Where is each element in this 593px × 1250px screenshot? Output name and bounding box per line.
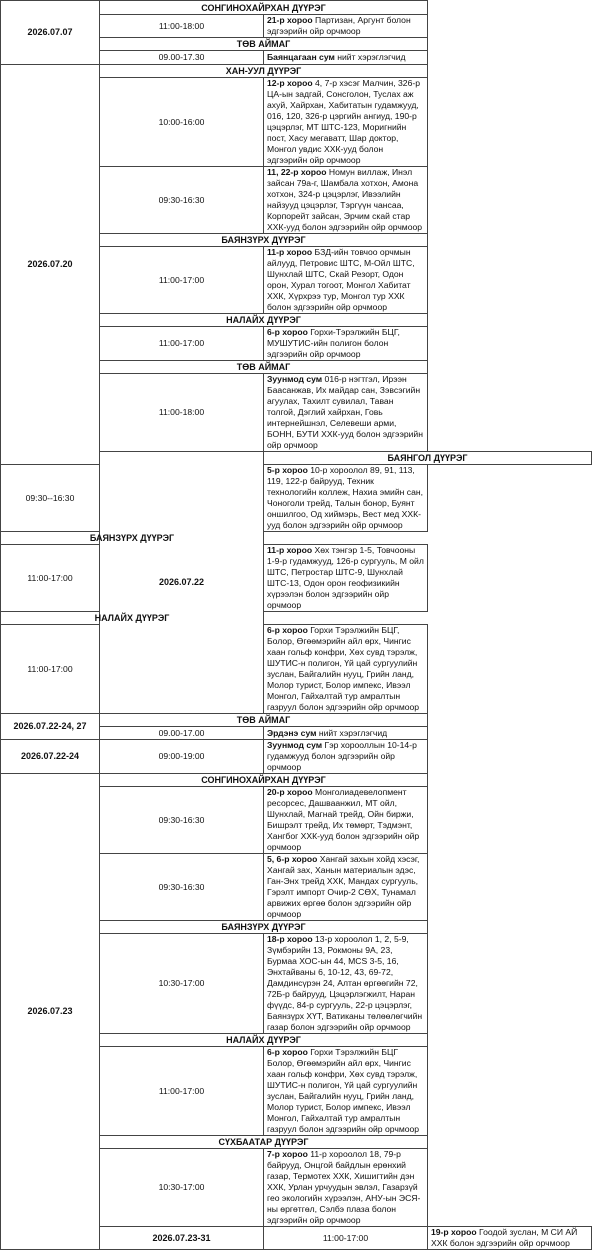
area-text: 11-р хороолол 18, 79-р байрууд, Онцгой байдлын ерөнхий газар, Термотех ХХК, Хишигтийн дэн ХХК, Урлан урчуудын эвлэл, Газарзүй гео экологийн хүрээлэн, АНУ-ын ЭСЯ-ны өргөтгөл, Сэлбэ плаза болон эдгээрийн ойр орчмоор: [267, 1149, 421, 1225]
date-cell: 2026.07.22-24, 27: [1, 714, 100, 740]
date-cell: 2026.07.22: [100, 452, 264, 714]
area-description: [264, 1047, 428, 1136]
time-cell: 10:30-17:00: [100, 934, 264, 1034]
khoroo-label: 12-р хороо: [267, 78, 313, 88]
area-text: БЗД-ийн товчоо орчмын айлууд, Петровис ШТС, М-Ойл ШТС, Шунхлай ШТС, Скай Резорт, Одон орон, Хурал тогоот, Монгол Хабитат ХХК, Хүрхрээ тур, Монгол тур ХХК болон эдгээрийн ойр орчмоор: [267, 247, 415, 312]
area-description: [264, 327, 428, 361]
date-cell: 2026.07.07: [1, 1, 100, 65]
district-header-row: [1, 774, 592, 787]
khoroo-label: Зуунмод сум: [267, 740, 323, 750]
area-text: 4, 7-р хэсэг Малчин, 326-р ЦА-ын задгай, Сонсголон, Туслах аж ахуй, Хайрхан, Хабитатын гудамжууд, 016, 120, 326-р цэргийн ангиуд, 190-р цэцэрлэг, МТ ШТС-123, Моригнийн пост, Хасу мегаватт, Шар доктор, Монгол увдис ХХК-ууд болон эдгээрийн ойр орчмоор: [267, 78, 420, 165]
district-header: СҮХБААТАР ДҮҮРЭГ: [100, 1136, 428, 1149]
khoroo-label: 6-р хороо: [267, 1047, 308, 1057]
time-cell: 10:30-17:00: [100, 1149, 264, 1227]
district-header-row: [1, 714, 592, 727]
area-text: 016-р нэгтгэл, Ирээн Баасанжав, Их майдар сан, Зэвсэгийн агуулах, Тахилт сувилал, Таван толгой, Дэглий хайрхан, Говь интернейшнэл, Селевеши арми, БОНН, БУТИ ХХК-ууд болон эдгээрийн ойр орчмоор: [267, 374, 423, 450]
time-cell: 09:30--16:30: [1, 465, 100, 532]
time-cell: 11:00-17:00: [100, 1047, 264, 1136]
time-cell: 11:00-17:00: [100, 327, 264, 361]
khoroo-label: Эрдэнэ сум: [267, 727, 317, 738]
time-cell: 11:00-17:00: [100, 247, 264, 314]
area-description: [264, 167, 428, 234]
khoroo-label: Зуунмод сум: [267, 374, 323, 384]
area-description: [264, 15, 428, 38]
khoroo-label: 21-р хороо: [267, 15, 313, 25]
time-cell: 09.00-17.30: [100, 51, 264, 65]
schedule-row: [1, 465, 592, 532]
area-description: [264, 374, 428, 452]
area-description: [264, 727, 428, 740]
time-cell: 09:00-19:00: [100, 740, 264, 774]
district-header-row: [1, 65, 592, 78]
khoroo-label: 6-р хороо: [267, 625, 308, 635]
khoroo-label: 11-р хороо: [267, 545, 313, 555]
khoroo-label: 18-р хороо: [267, 934, 313, 944]
khoroo-label: 20-р хороо: [267, 787, 313, 797]
area-description: [264, 247, 428, 314]
area-text: 10-р хороолол 89, 91, 113, 119, 122-р байрууд, Техник технологийн коллеж, Нахиа эмийн сан, Чоноголи трейд, Талын бонор, Буянт оншилгоо, Од хиймэрь, Вест мед ХХК-ууд болон эдгээрийн ойр орчмоор: [267, 465, 423, 530]
district-header: БАЯНЗҮРХ ДҮҮРЭГ: [100, 921, 428, 934]
area-description: [264, 1149, 428, 1227]
area-text: нийт хэрэглэгчид: [334, 52, 406, 62]
area-text: Гоодой зуслан, М СИ АЙ ХХК болон эдгээрийн ойр орчмоор: [431, 1227, 578, 1248]
time-cell: 09:30-16:30: [100, 854, 264, 921]
district-header: ТӨВ АЙМАГ: [100, 38, 428, 51]
area-description: [264, 854, 428, 921]
district-header: ТӨВ АЙМАГ: [100, 361, 428, 374]
khoroo-label: Баянцагаан сум: [267, 52, 335, 62]
district-header: ТӨВ АЙМАГ: [100, 714, 428, 727]
area-text: Номун виллаж, Инэл зайсан 79а-г, Шамбала хотхон, Амона хотхон, 324-р цэцэрлэг, Ивээлийн найзууд цэцэрлэг, Тэргүүн чансаа, Корпорейт зайсан, Эрчим скай стар ХХК-ууд болон эдгээрийн ойр орчмоор: [267, 167, 423, 232]
khoroo-label: 6-р хороо: [267, 327, 308, 337]
area-description: [428, 1227, 592, 1250]
area-description: [264, 465, 428, 532]
area-description: [264, 51, 428, 65]
area-text: Горхи Тэрэлжийн БЦГ Болор, Өгөөмэрийн айл өрх, Чингис хаан гольф конфри, Хөх сувд тэрэлж, ШУТИС-н полигон, Үй цай сургуулийн зуслан, Байгалийн нууц, Грийн ланд, Молор турист, Болор импекс, Ивээл Монгол, Гайхалтай тур амралтын газруул болон эдгээрийн ойр орчмоор: [267, 1047, 420, 1134]
schedule-row: [1, 740, 592, 774]
time-cell: 09:30-16:30: [100, 167, 264, 234]
district-header-row: [1, 612, 592, 625]
district-header: БАЯНЗҮРХ ДҮҮРЭГ: [1, 532, 264, 545]
khoroo-label: 7-р хороо: [267, 1149, 308, 1159]
time-cell: 11:00-17:00: [1, 625, 100, 714]
schedule-row: [1, 625, 592, 714]
district-header: БАЯНГОЛ ДҮҮРЭГ: [264, 452, 592, 465]
area-description: [264, 625, 428, 714]
area-description: [264, 78, 428, 167]
schedule-row: [1, 545, 592, 612]
khoroo-label: 11-р хороо: [267, 247, 313, 257]
area-text: Партизан, Аргунт болон эдгээрийн ойр орчмоор: [267, 15, 411, 36]
time-cell: 10:00-16:00: [100, 78, 264, 167]
district-header: СОНГИНОХАЙРХАН ДҮҮРЭГ: [100, 1, 428, 15]
time-cell: 11:00-17:00: [264, 1227, 428, 1250]
area-text: Хөх тэнгэр 1-5, Товчооны 1-9-р гудамжууд, 126-р сургууль, М ойл ШТС, Петростар ШТС-9, Шунхлай ШТС-13, Одон орон геофизикийн хүрээлэн болон эдгээрийн ойр орчмоор: [267, 545, 424, 610]
khoroo-label: 5, 6-р хороо: [267, 854, 318, 864]
district-header-row: [1, 532, 592, 545]
area-text: Хангай захын хойд хэсэг, Хангай зах, Ханын материалын эдэс, Ган-Энх трейд ХХК, Мандах сургууль, Гэрэлт импорт Очир-2 СӨХ, Тунамал арвижих өргөө болон эдгээрийн ойр орчмоор: [267, 854, 420, 919]
area-description: [264, 740, 428, 774]
area-text: нийт хэрэглэгчид: [316, 727, 388, 738]
khoroo-label: 5-р хороо: [267, 465, 308, 475]
district-header: НАЛАЙХ ДҮҮРЭГ: [1, 612, 264, 625]
date-cell: 2026.07.20: [1, 65, 100, 465]
area-description: [264, 934, 428, 1034]
time-cell: 11:00-18:00: [100, 374, 264, 452]
area-text: 13-р хороолол 1, 2, 5-9, Зүмбэрийн 13, Рокмоны 9А, 23, Бурмаа ХОС-ын 44, MCS 3-5, 16, Энхтайваны 6, 10-12, 43, 69-72, Дамдинсүрэн 24, Алтан өргөөгийн 72, 72Б-р байрууд, Цэцэрлэгжилт, Наран фүүдс, 84-р сургууль, 22-р цэцэрлэг, Баянзүрх ХҮТ, Ватиканы төлөөлөгчийн газар болон эдгээрийн ойр орчмоор: [267, 934, 423, 1032]
time-cell: 09:30-16:30: [100, 787, 264, 854]
khoroo-label: 19-р хороо: [431, 1227, 477, 1237]
district-header: НАЛАЙХ ДҮҮРЭГ: [100, 1034, 428, 1047]
time-cell: 11:00-17:00: [1, 545, 100, 612]
district-header: СОНГИНОХАЙРХАН ДҮҮРЭГ: [100, 774, 428, 787]
time-cell: 11:00-18:00: [100, 15, 264, 38]
district-header-row: [1, 1, 592, 15]
khoroo-label: 11, 22-р хороо: [267, 167, 327, 177]
district-header: НАЛАЙХ ДҮҮРЭГ: [100, 314, 428, 327]
time-cell: 09.00-17.00: [100, 727, 264, 740]
area-text: Горхи-Тэрэлжийн БЦГ, МУШУТИС-ийн полигон болон эдгээрийн ойр орчмоор: [267, 327, 400, 359]
district-header: БАЯНЗҮРХ ДҮҮРЭГ: [100, 234, 428, 247]
area-text: Монголиадевелопмент ресорсес, Дашваанжил, МТ ойл, Шунхлай, Магнай трейд, Ойн биржи, Бишрэлт трейд, Их төмөрт, Тэдмэнт, Хангбог ХХК-ууд болон эдгээрийн ойр орчмоор: [267, 787, 420, 852]
district-header: ХАН-УУЛ ДҮҮРЭГ: [100, 65, 428, 78]
date-cell: 2026.07.23: [1, 774, 100, 1250]
date-cell: 2026.07.22-24: [1, 740, 100, 774]
area-description: [264, 545, 428, 612]
area-text: Гэр хорооллын 10-14-р гудамжууд болон эдгээрийн ойр орчмоор: [267, 740, 417, 772]
area-description: [264, 787, 428, 854]
date-cell: 2026.07.23-31: [100, 1227, 264, 1250]
area-text: Горхи Тэрэлжийн БЦГ, Болор, Өгөөмэрийн айл өрх, Чингис хаан гольф конфри, Хөх сувд тэрэлж, ШУТИС-н полигон, Үй цай сургуулийн зуслан, Байгалийн нууц, Грийн ланд, Молор турист, Болор импекс, Ивээл Монгол, Гайхалтай тур амралтын газруул болон эдгээрийн ойр орчмоор: [267, 625, 420, 712]
